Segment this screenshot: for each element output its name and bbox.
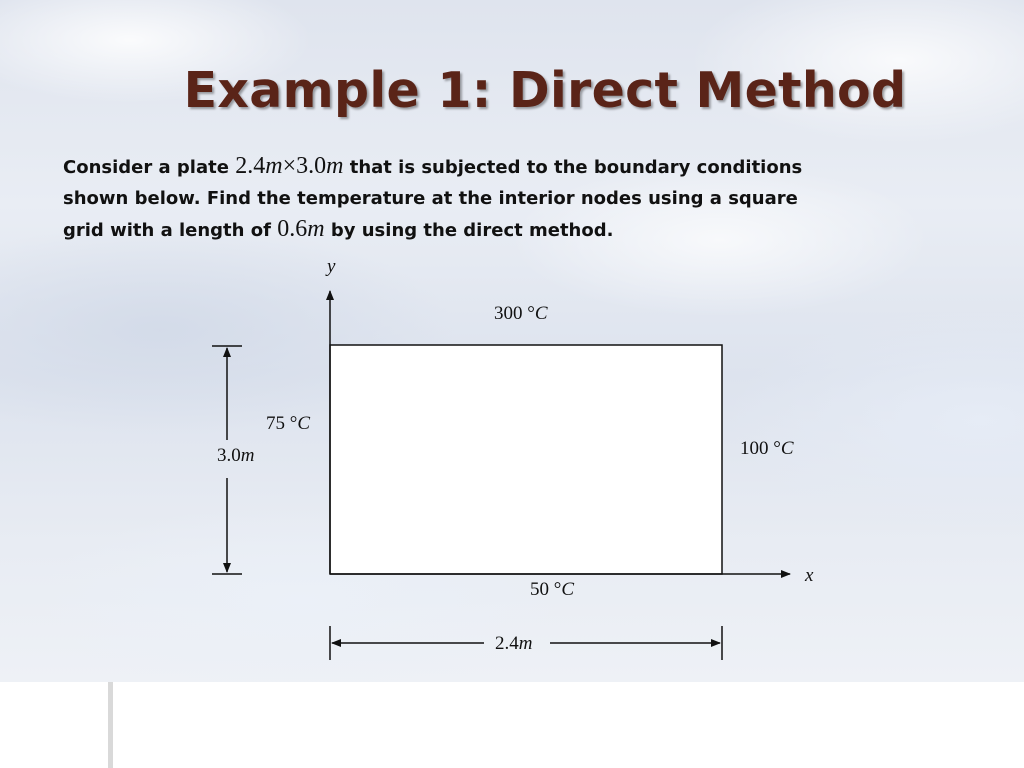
y-axis-letter: y bbox=[327, 256, 336, 277]
top-boundary-label bbox=[494, 303, 548, 325]
left-bc-value: 75 ° bbox=[266, 413, 298, 434]
problem-line-2: shown below. Find the temperature at the interior nodes using a square bbox=[63, 188, 798, 209]
plate-width-value: 2.4 bbox=[235, 153, 266, 179]
grid-length-unit: m bbox=[307, 216, 325, 242]
height-dim-unit: m bbox=[240, 445, 255, 466]
bottom-bc-unit: C bbox=[561, 579, 575, 600]
right-boundary-label bbox=[740, 438, 794, 460]
top-bc-value: 300 ° bbox=[494, 303, 535, 324]
top-bc-unit: C bbox=[534, 303, 548, 324]
right-bc-unit: C bbox=[780, 438, 794, 459]
plate-height-value: 3.0 bbox=[296, 153, 327, 179]
problem-text: that is subjected to the boundary conditions bbox=[349, 157, 803, 178]
problem-text: by using the direct method. bbox=[330, 220, 614, 241]
width-dim-unit: m bbox=[518, 633, 533, 654]
problem-text: Consider a plate bbox=[63, 157, 229, 178]
width-dimension-label bbox=[495, 633, 532, 655]
plate-rectangle bbox=[330, 345, 722, 574]
left-bc-unit: C bbox=[297, 413, 311, 434]
times-sign: × bbox=[282, 153, 297, 179]
x-axis-label bbox=[805, 565, 813, 587]
height-dim-value: 3.0 bbox=[217, 445, 241, 466]
right-bc-value: 100 ° bbox=[740, 438, 781, 459]
y-axis-label bbox=[327, 256, 335, 278]
width-dim-value: 2.4 bbox=[495, 633, 519, 654]
grid-length-value: 0.6 bbox=[277, 216, 308, 242]
bottom-bc-value: 50 ° bbox=[530, 579, 562, 600]
x-axis-letter: x bbox=[805, 565, 814, 586]
height-dimension-label bbox=[217, 445, 254, 467]
plate-height-unit: m bbox=[326, 153, 344, 179]
slide-divider-line bbox=[108, 682, 113, 768]
slide-title: Example 1: Direct Method bbox=[183, 62, 907, 119]
bottom-boundary-label bbox=[530, 579, 574, 601]
problem-text: grid with a length of bbox=[63, 220, 271, 241]
left-boundary-label bbox=[266, 413, 310, 435]
plate-width-unit: m bbox=[265, 153, 283, 179]
